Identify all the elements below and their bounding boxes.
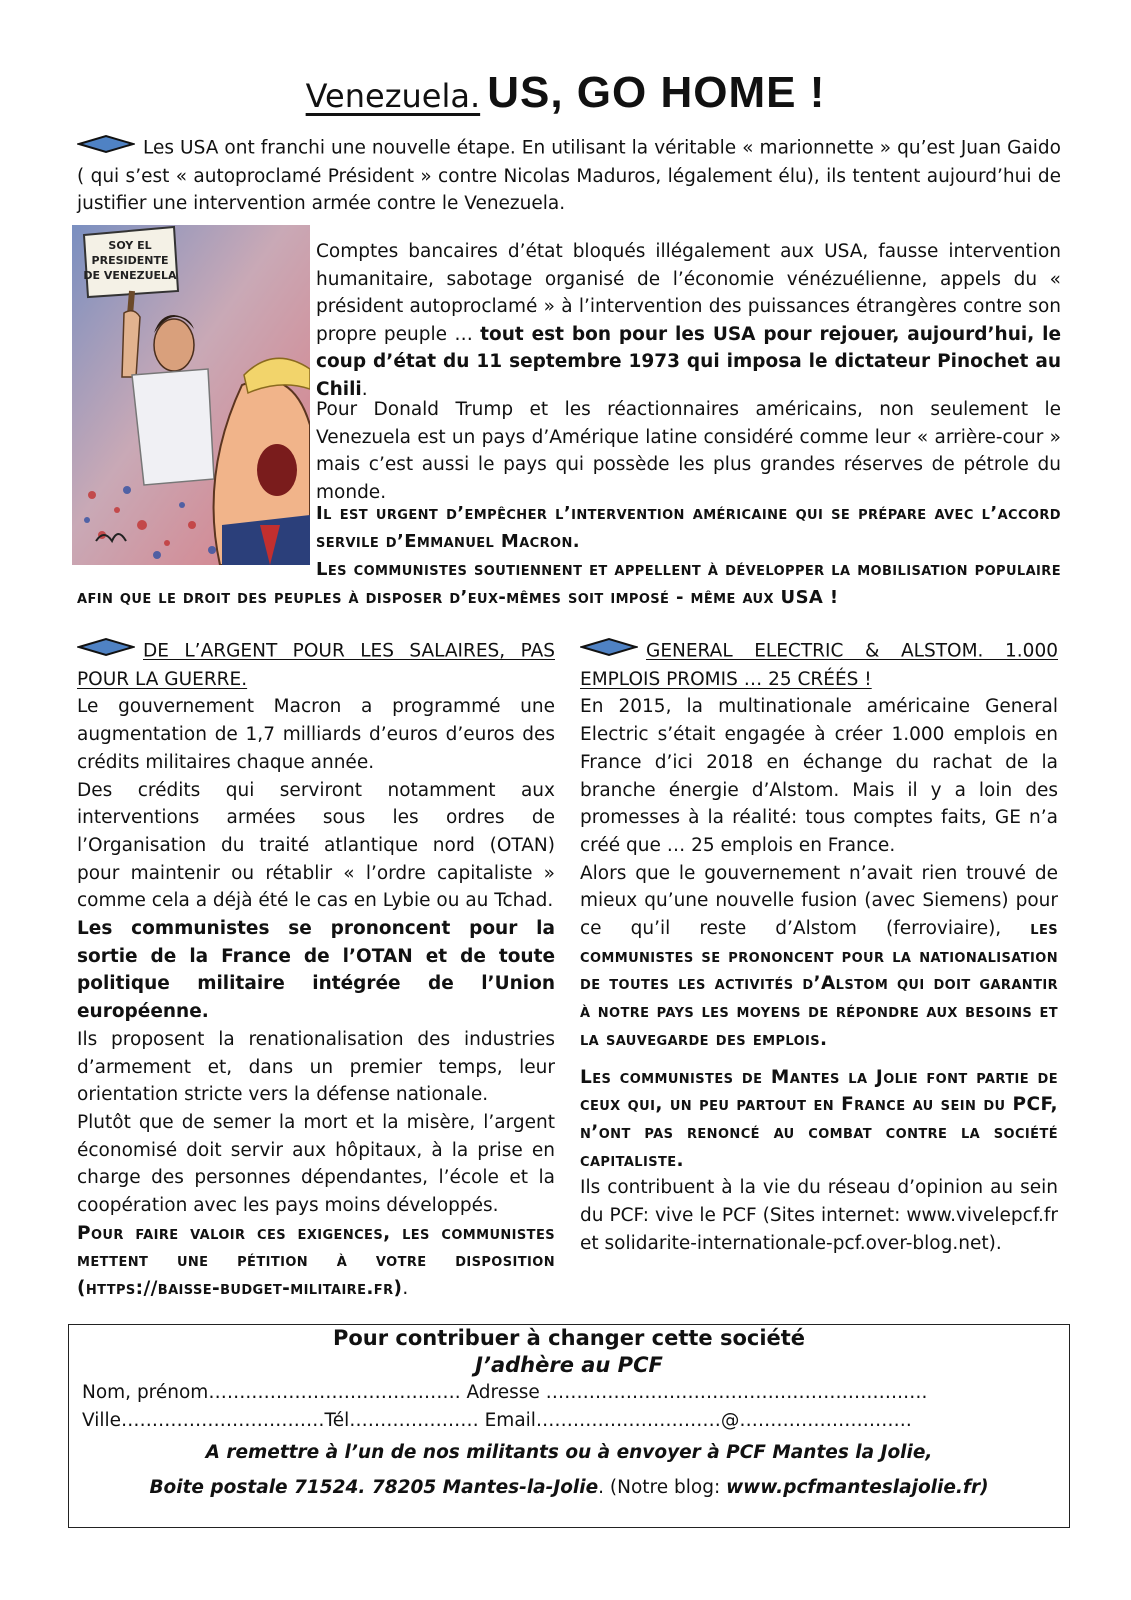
paragraph-trump: Pour Donald Trump et les réactionnaires américains, non seulement le Venezuela est un pays d’Amérique latine considéré comme leur « arrière-cour » mais c’est aussi le pays qui possède les plus grandes réserves de pétrole du monde.	[316, 399, 1061, 503]
right-heading	[580, 637, 1058, 693]
title-main: US, GO HOME !	[487, 68, 826, 117]
paragraph-coup-end: .	[361, 378, 368, 400]
right-p2	[580, 860, 1058, 1054]
right-heading-text: GENERAL ELECTRIC & ALSTOM. 1.000 EMPLOIS PROMIS … 25 CRÉÉS !	[580, 640, 1058, 690]
diamond-bullet-icon	[77, 134, 135, 163]
diamond-bullet-icon	[77, 637, 135, 666]
mobilisation-statement: Les communistes soutiennent et appellent à développer la mobilisation populaire afin que le droit des peuples à disposer d’eux-mêmes soit imposé - même aux USA !	[77, 559, 1061, 608]
paragraph-coup-bold: tout est bon pour les USA pour rejouer, aujourd’hui, le coup d’état du 11 septembre 1973 qui imposa le dictateur Pinochet au Chili	[316, 323, 1061, 400]
cartoon-image	[72, 225, 310, 565]
left-p6-end: .	[402, 1278, 409, 1300]
form-title: Pour contribuer à changer cette société	[332, 1326, 806, 1350]
left-p6-text: Pour faire valoir ces exigences, les communistes mettent une pétition à votre disposition (https://baisse-budget-militaire.fr)	[77, 1222, 555, 1300]
urgent-statement: Il est urgent d’empêcher l’intervention américaine qui se prépare avec l’accord servile d’Emmanuel Macron.	[316, 503, 1061, 552]
left-p2: Des crédits qui serviront notamment aux interventions armées sous les ordres de l’Organisation du traité atlantique nord (OTAN) pour maintenir ou rétablir « l’ordre capitaliste » comme cela a déjà été le cas en Lybie ou au Tchad.	[77, 779, 555, 912]
right-column	[580, 637, 1058, 1257]
intro-paragraph	[77, 134, 1061, 218]
membership-form	[68, 1324, 1070, 1528]
blog-link[interactable]: www.pcfmanteslajolie.fr)	[726, 1477, 989, 1498]
paragraph-coup	[316, 238, 1061, 403]
page-title	[0, 68, 1131, 118]
left-p6	[77, 1220, 555, 1303]
title-lead: Venezuela.	[305, 77, 481, 115]
right-p3: Les communistes de Mantes la Jolie font partie de ceux qui, un peu partout en France au sein du PCF, n’ont pas renoncé au combat contre la société capitaliste.	[580, 1066, 1058, 1171]
svg-text:DE VENEZUELA: DE VENEZUELA	[83, 269, 177, 282]
left-p1: Le gouvernement Macron a programmé une augmentation de 1,7 milliards d’euros d’euros des crédits militaires chaque année.	[77, 696, 555, 773]
left-p4: Ils proposent la renationalisation des industries d’armement et, dans un premier temps, leur orientation stricte vers la défense nationale.	[77, 1028, 555, 1106]
left-p5: Plutôt que de semer la mort et la misère, l’argent économisé doit servir aux hôpitaux, à la prise en charge des personnes dépendantes, l’école et la coopération avec les pays moins développés.	[77, 1111, 555, 1217]
left-heading	[77, 637, 555, 693]
form-address	[69, 1470, 1069, 1505]
paragraph-coup-text: Comptes bancaires d’état bloqués illégalement aux USA, fausse intervention humanitaire, sabotage organisé de l’économie vénézuélienne, appels du « président autoproclamé » à l’intervention des puissances étrangères contre son propre peuple …	[316, 241, 1061, 345]
form-row-name-address: Nom, prénom…….……………………………. Adresse ………………………………………………….….	[82, 1382, 928, 1403]
blog-label: . (Notre blog:	[598, 1477, 727, 1498]
form-row-city-phone-email: Ville……………………………Tél………………… Email…………………………@……………………….	[82, 1410, 912, 1431]
form-instruction: A remettre à l’un de nos militants ou à envoyer à PCF Mantes la Jolie,	[205, 1442, 933, 1463]
svg-text:PRESIDENTE: PRESIDENTE	[91, 254, 169, 267]
right-p1: En 2015, la multinationale américaine General Electric s’était engagée à créer 1.000 emplois en France d’ici 2018 en échange du rachat de la branche énergie d’Alstom. Mais il y a loin des promesses à la réalité: tous comptes faits, GE n’a créé que … 25 emplois en France.	[580, 696, 1058, 856]
right-p2-text: Alors que le gouvernement n’avait rien trouvé de mieux qu’une nouvelle fusion (avec Siemens) pour ce qu’il reste d’Alstom (ferroviaire),	[580, 862, 1058, 940]
svg-text:SOY EL: SOY EL	[108, 239, 152, 252]
form-subtitle: J’adhère au PCF	[475, 1353, 663, 1377]
postal-address: Boite postale 71524. 78205 Mantes-la-Jolie	[149, 1477, 599, 1498]
right-p2-smallcaps: les communistes se prononcent pour la nationalisation de toutes les activités d’Alstom qui doit garantir à notre pays les moyens de répondre aux besoins et la sauvegarde des emplois.	[580, 918, 1058, 1050]
intro-text: Les USA ont franchi une nouvelle étape. En utilisant la véritable « marionnette » qu’est Juan Gaido ( qui s’est « autoproclamé Président » contre Nicolas Maduros, légalement élu), ils tentent aujourd’hui de justifier une intervention armée contre le Venezuela.	[77, 137, 1061, 214]
diamond-bullet-icon	[580, 637, 638, 666]
left-p3: Les communistes se prononcent pour la sortie de la France de l’OTAN et de toute politique militaire intégrée de l’Union européenne.	[77, 918, 555, 1023]
left-column	[77, 637, 555, 1303]
left-heading-text: DE L’ARGENT POUR LES SALAIRES, PAS POUR LA GUERRE.	[77, 640, 555, 690]
right-p4: Ils contribuent à la vie du réseau d’opinion au sein du PCF: vive le PCF (Sites internet: www.vivelepcf.fr et solidarite-internationale-pcf.over-blog.net).	[580, 1177, 1058, 1254]
